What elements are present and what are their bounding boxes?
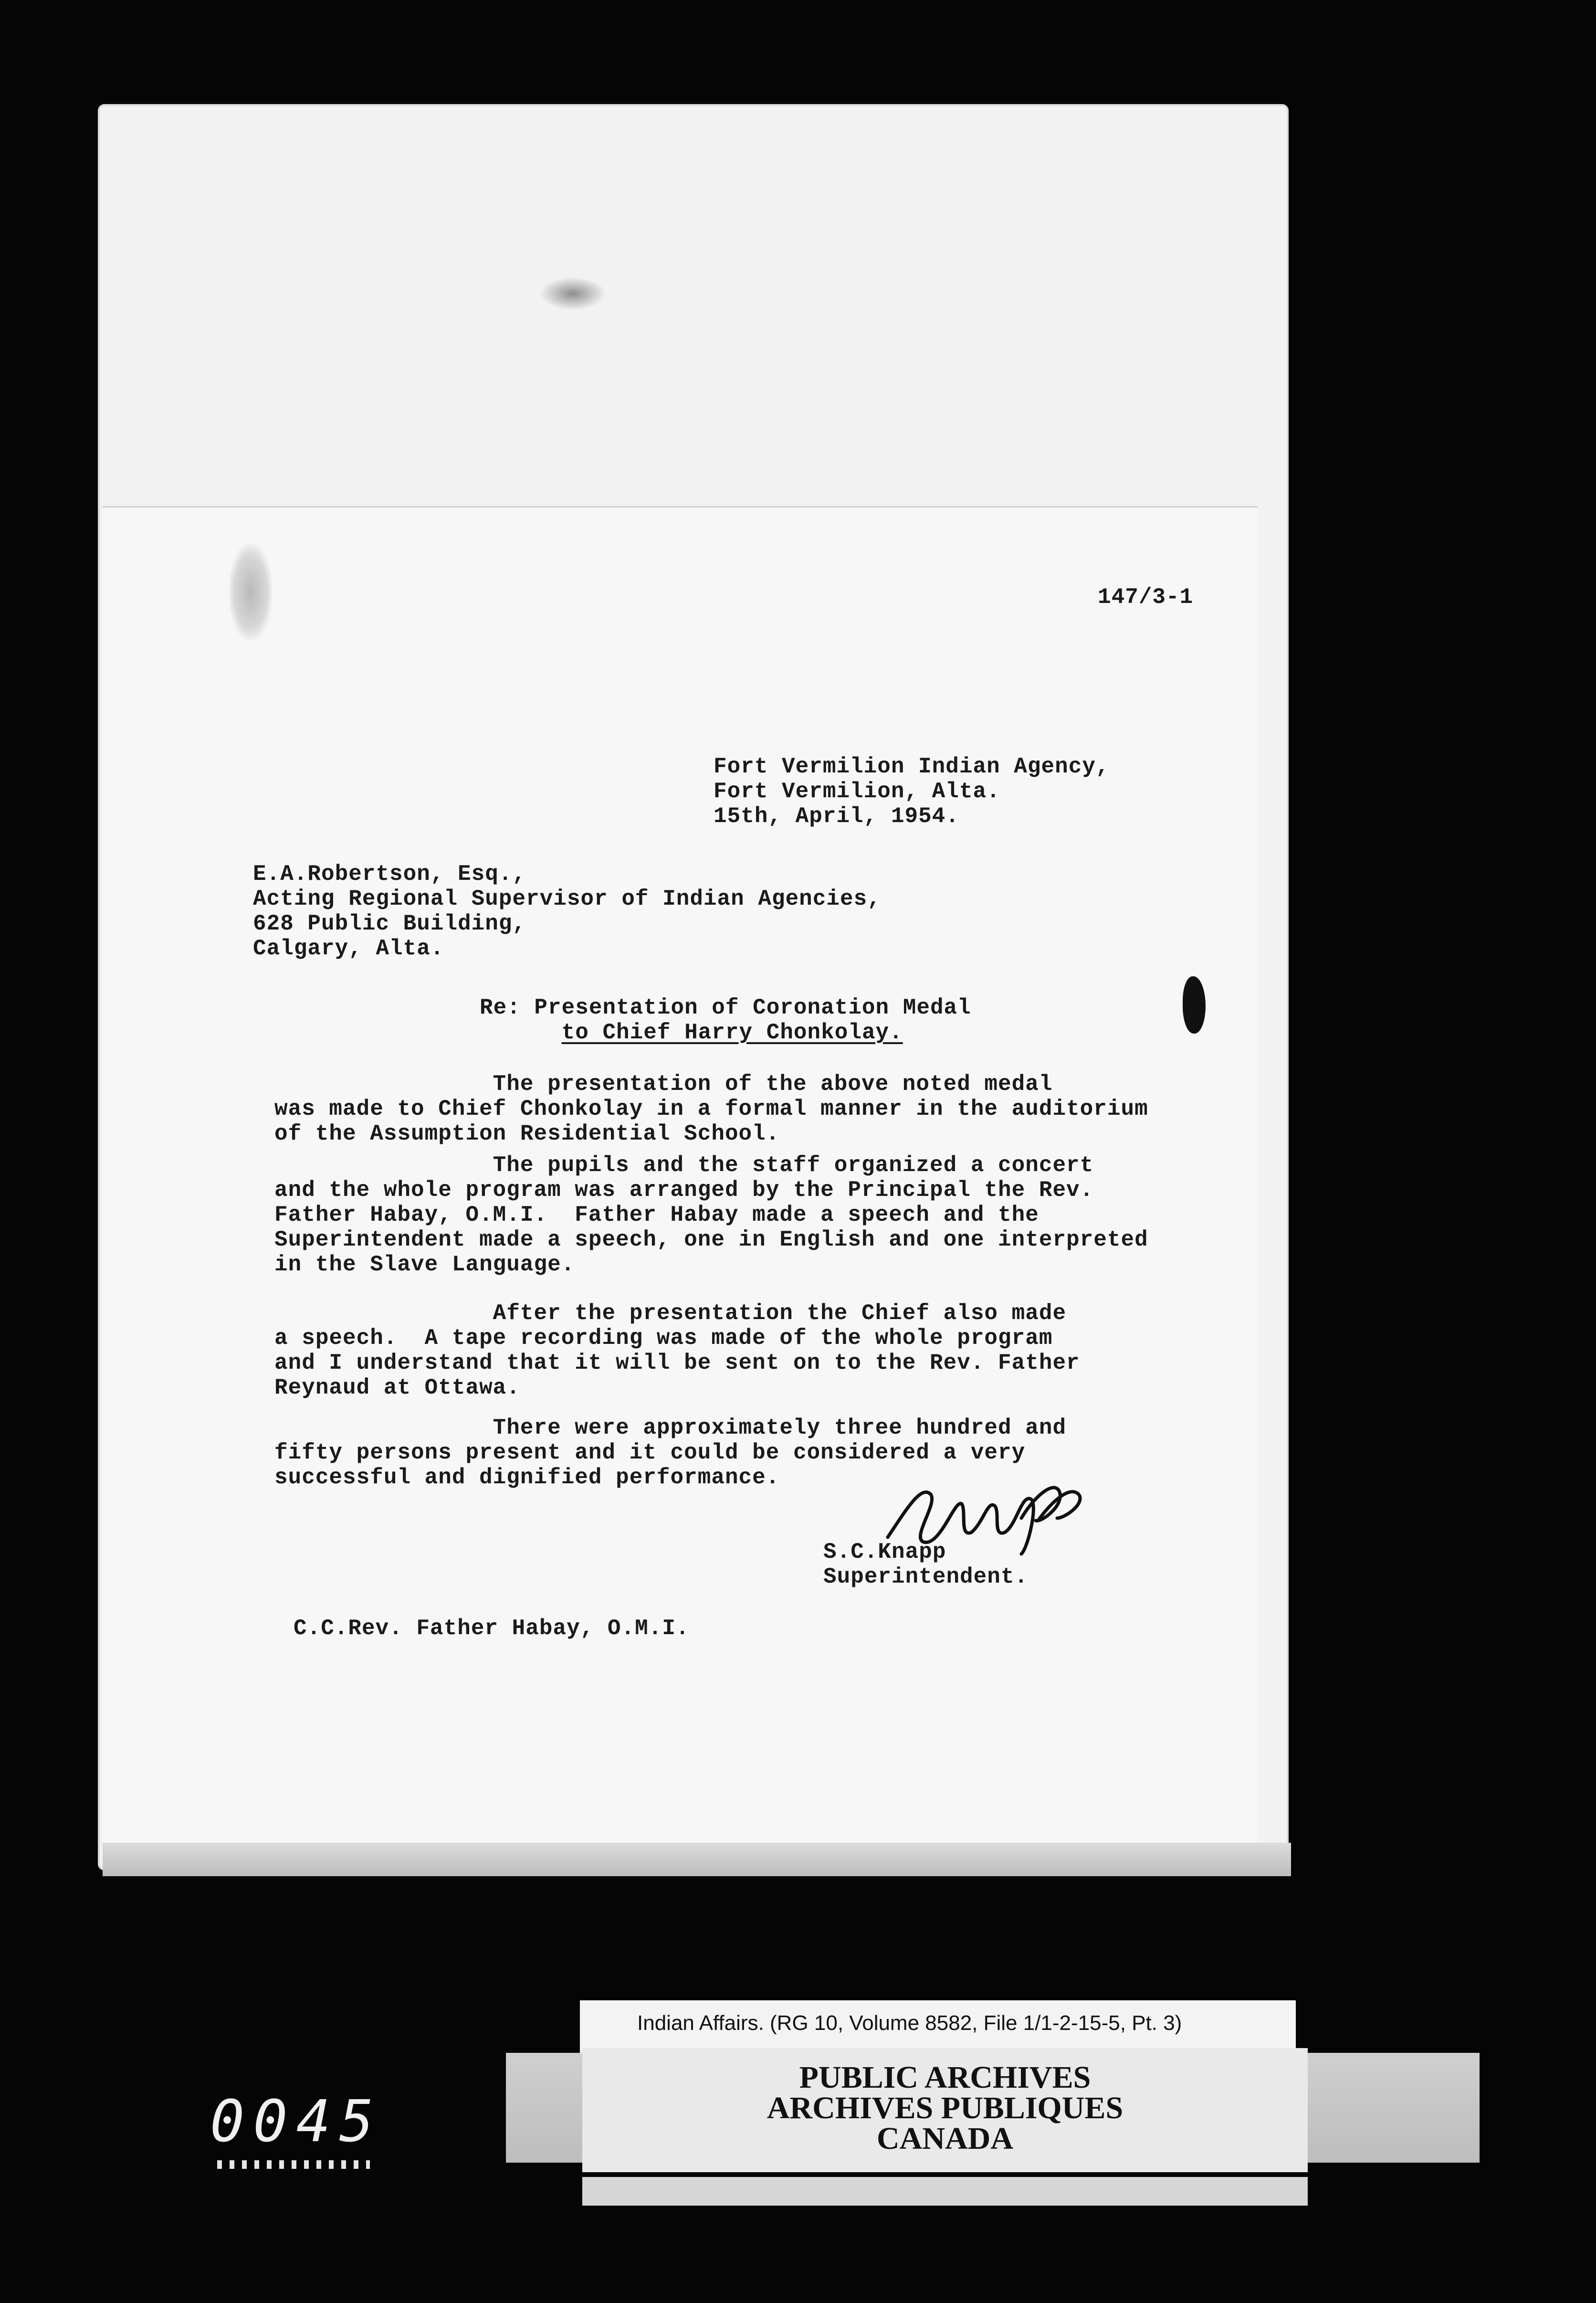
sender-line: Fort Vermilion Indian Agency, [714,754,1110,779]
sender-line: Fort Vermilion, Alta. [714,779,1000,804]
recipient-line: 628 Public Building, [253,911,526,936]
signatory-title: Superintendent. [823,1564,1029,1589]
body-paragraph: The presentation of the above noted medal was made to Chief Chonkolay in a formal manner in the auditorium of the Assumption Residential School. [274,1072,1148,1146]
page-edge-shadow [103,1843,1291,1876]
letter-date: 15th, April, 1954. [714,804,959,829]
stamp-line: PUBLIC ARCHIVES [799,2060,1091,2095]
film-frame-number: 0045 [210,2089,382,2155]
subject-line-underlined: to Chief Harry Chonkolay. [561,1020,903,1045]
recipient-address [253,862,881,961]
stamp-line: CANADA [877,2121,1013,2156]
subject-heading [480,995,971,1045]
archive-stamp-underlay [582,2177,1308,2206]
archive-reference-text: Indian Affairs. (RG 10, Volume 8582, File 1/1-2-15-5, Pt. 3) [637,2011,1182,2035]
recipient-line: E.A.Robertson, Esq., [253,862,526,887]
punch-hole-mark [229,544,272,640]
stamp-line: ARCHIVES PUBLIQUES [766,2091,1124,2125]
file-reference-number: 147/3-1 [1098,585,1194,610]
body-paragraph: After the presentation the Chief also made a speech. A tape recording was made of the whole program and I understand that it will be sent on to the Rev. Father Reynaud at Ottawa. [274,1301,1080,1400]
recipient-line: Calgary, Alta. [253,936,444,961]
carbon-copy-line: C.C.Rev. Father Habay, O.M.I. [294,1616,690,1641]
ink-blot [1183,976,1206,1034]
sender-address [714,754,1110,829]
smudge-mark [539,277,606,310]
recipient-line: Acting Regional Supervisor of Indian Agencies, [253,887,881,911]
body-paragraph: There were approximately three hundred and fifty persons present and it could be considered a very successful and dignified performance. [274,1416,1067,1490]
subject-line: Re: Presentation of Coronation Medal [480,995,971,1020]
archive-stamp [582,2062,1308,2154]
signature-block [823,1540,1028,1589]
body-paragraph: The pupils and the staff organized a concert and the whole program was arranged by the Principal the Rev. Father Habay, O.M.I. Father Habay made a speech and the Superintendent made a speech, one in English and one interpreted in the Slave Language. [274,1153,1148,1277]
film-sprocket-marks [217,2160,370,2169]
signatory-name: S.C.Knapp [823,1540,946,1564]
